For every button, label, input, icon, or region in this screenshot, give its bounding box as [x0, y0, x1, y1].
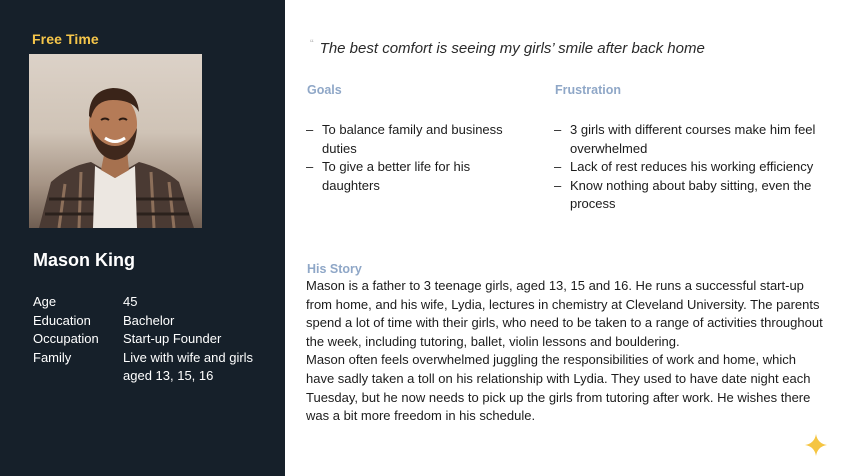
- list-item: [306, 121, 506, 158]
- detail-value: Start-up Founder: [123, 331, 222, 346]
- detail-row-occupation: [33, 330, 273, 349]
- list-item: [554, 177, 819, 214]
- detail-value: Bachelor: [123, 312, 175, 328]
- detail-value: Live with wife and girls aged 13, 15, 16: [123, 349, 254, 383]
- detail-key: Family: [33, 349, 72, 365]
- persona-photo: [29, 54, 202, 228]
- bullet-dash: –: [554, 159, 562, 174]
- goal-text: To balance family and business duties: [322, 122, 503, 156]
- quote-text: The best comfort is seeing my girls’ smile after back home: [319, 40, 705, 57]
- portrait-illustration: [29, 54, 202, 228]
- detail-row-family: [33, 349, 273, 386]
- persona-details: [33, 293, 273, 386]
- goals-list: [306, 121, 506, 195]
- detail-row-age: [33, 293, 273, 312]
- frustration-list: [554, 121, 819, 214]
- story-paragraph: Mason often feels overwhelmed juggling the responsibilities of work and home, which have sadly taken a toll on his relationship with Lydia. They used to have date night each Tuesday, but he now needs to pick up the girls from tutoring after work. He wishes there was a bit more freedom in his schedule.: [306, 352, 811, 424]
- detail-key: Occupation: [33, 331, 99, 346]
- persona-quote: [310, 40, 705, 57]
- frustration-text: Lack of rest reduces his working efficiency: [570, 159, 814, 174]
- frustration-text: Know nothing about baby sitting, even the process: [570, 177, 812, 211]
- bullet-dash: –: [306, 159, 314, 174]
- list-item: [554, 158, 819, 177]
- free-time-label: Free Time: [32, 31, 99, 47]
- detail-row-education: [33, 312, 273, 331]
- quote-mark-icon: “: [310, 38, 314, 50]
- list-item: [554, 121, 819, 158]
- bullet-dash: –: [306, 122, 314, 137]
- story-title: His Story: [307, 262, 362, 276]
- story-body: [306, 277, 826, 426]
- frustration-text: 3 girls with different courses make him feel overwhelmed: [570, 122, 816, 156]
- frustration-title: Frustration: [555, 83, 621, 97]
- bullet-dash: –: [554, 177, 562, 193]
- story-paragraph: Mason is a father to 3 teenage girls, aged 13, 15 and 16. He runs a successful start-up from home, and his wife, Lydia, lectures in chemistry at Cleveland University. The parents spend a lot of time with their girls, who need to be taken to a range of activities throughout the week, including tutoring, ballet, violin lessons and bouldering.: [306, 278, 823, 349]
- goal-text: To give a better life for his daughters: [322, 159, 471, 193]
- detail-key: Age: [33, 294, 57, 309]
- sparkle-icon: [805, 434, 827, 456]
- detail-key: Education: [33, 312, 91, 328]
- persona-sidebar: [0, 0, 285, 476]
- goals-title: Goals: [307, 83, 342, 97]
- detail-value: 45: [123, 294, 138, 309]
- bullet-dash: –: [554, 122, 562, 137]
- persona-name: Mason King: [33, 250, 135, 270]
- list-item: [306, 158, 506, 195]
